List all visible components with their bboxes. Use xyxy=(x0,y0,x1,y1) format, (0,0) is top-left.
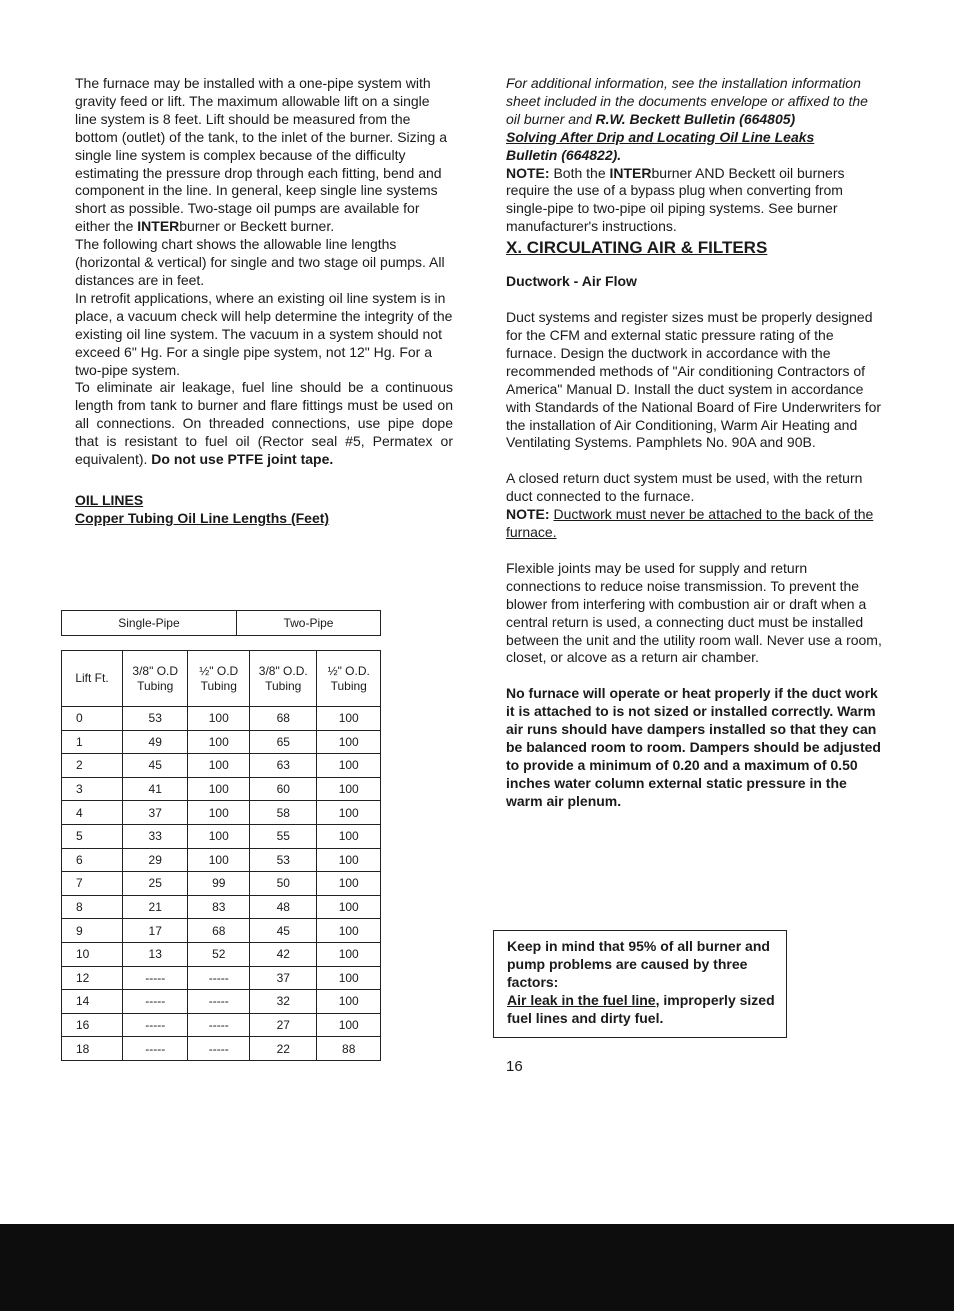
length-cell: 13 xyxy=(123,942,188,966)
length-cell: 100 xyxy=(317,872,381,896)
chart-intro-paragraph: The following chart shows the allowable line lengths (horizontal & vertical) for single and two stage oil pumps. All distances are in feet. xyxy=(75,236,445,288)
length-cell: 55 xyxy=(250,824,317,848)
table-row xyxy=(62,801,381,825)
length-cell: 100 xyxy=(317,895,381,919)
length-cell: 100 xyxy=(317,824,381,848)
length-cell: 50 xyxy=(250,872,317,896)
length-cell: 41 xyxy=(123,777,188,801)
table-row xyxy=(62,824,381,848)
oil-line-length-table xyxy=(61,650,381,1061)
table-row xyxy=(62,1037,381,1061)
burner-problems-callout: Keep in mind that 95% of all burner and pump problems are caused by three factors: Air leak in the fuel line, improperly sized fuel lines and dirty fuel. xyxy=(493,930,787,1038)
length-cell: 60 xyxy=(250,777,317,801)
lift-cell: 16 xyxy=(62,1013,123,1037)
two-12-header: ½" O.D. Tubing xyxy=(317,651,381,707)
length-cell: 100 xyxy=(317,990,381,1014)
length-cell: 45 xyxy=(250,919,317,943)
lift-cell: 3 xyxy=(62,777,123,801)
table-row xyxy=(62,754,381,778)
length-cell: 68 xyxy=(250,707,317,731)
length-cell: 58 xyxy=(250,801,317,825)
length-cell: 48 xyxy=(250,895,317,919)
length-cell: 45 xyxy=(123,754,188,778)
air-leak-text: Air leak in the fuel line xyxy=(507,992,656,1008)
single-38-header: 3/8" O.D Tubing xyxy=(123,651,188,707)
length-cell: 100 xyxy=(317,942,381,966)
length-cell: 100 xyxy=(188,754,250,778)
oil-line-table-title: Copper Tubing Oil Line Lengths (Feet) xyxy=(75,509,330,526)
length-cell: 53 xyxy=(123,707,188,731)
table-row xyxy=(62,730,381,754)
length-cell: 100 xyxy=(188,824,250,848)
oil-line-table-body xyxy=(62,707,381,1061)
one-pipe-paragraph: The furnace may be installed with a one-pipe system with gravity feed or lift. The maximum allowable lift on a single line system is 8 feet. Lift should be measured from the bottom (outlet) of the tank, to the inlet of the burner. Sizing a single line system is complex because of the difficulty estimating the pressure drop through each fitting, bend and component in the line. In general, keep single line systems short as possible. Two-stage oil pumps are available for either the INTERburner or Beckett burner. xyxy=(75,75,447,235)
ductwork-note: NOTE: Ductwork must never be attached to the back of the furnace. xyxy=(506,506,874,541)
length-cell: 32 xyxy=(250,990,317,1014)
page-number: 16 xyxy=(506,1058,523,1075)
length-cell: 52 xyxy=(188,942,250,966)
length-cell: 100 xyxy=(317,754,381,778)
additional-info-paragraph: For additional information, see the installation information sheet included in the documents envelope or affixed to the oil burner and R.W. Beckett Bulletin (664805) Solving After Drip and Locating Oil Line Leaks Bulletin (664822). xyxy=(506,75,868,163)
single-pipe-group: Single-Pipe xyxy=(62,611,237,636)
length-cell: 83 xyxy=(188,895,250,919)
duct-design-paragraph: Duct systems and register sizes must be properly designed for the CFM and external static pressure rating of the furnace. Design the ductwork in accordance with the recommended methods of "Air conditioning Contractors of America" Manual D. Install the duct system in accordance with Standards of the National Board of Fire Underwriters for the installation of Air Conditioning, Warm Air Heating and Ventilating Systems. Pamphlets No. 90A and 90B. xyxy=(506,309,882,451)
damper-warning-paragraph: No furnace will operate or heat properly if the duct work it is attached to is not sized or installed correctly. Warm air runs should have dampers installed so that they can be balanced room to room. Dampers should be adjusted to provide a minimum of 0.20 and a maximum of 0.50 inches water column external static pressure in the warm air plenum. xyxy=(506,685,881,809)
lift-cell: 5 xyxy=(62,824,123,848)
length-cell: 100 xyxy=(188,730,250,754)
table-row xyxy=(62,942,381,966)
table-row xyxy=(62,895,381,919)
table-row xyxy=(62,872,381,896)
single-12-header: ½" O.D Tubing xyxy=(188,651,250,707)
length-cell: 53 xyxy=(250,848,317,872)
length-cell: 100 xyxy=(317,777,381,801)
lift-cell: 0 xyxy=(62,707,123,731)
flexible-joints-paragraph: Flexible joints may be used for supply and return connections to reduce noise transmission. To prevent the blower from interfering with combustion air or draft when a central return is used, a connecting duct must be installed between the unit and the utility room wall. Never use a room, closet, or alcove as a return air chamber. xyxy=(506,559,882,666)
length-cell: 27 xyxy=(250,1013,317,1037)
lift-cell: 6 xyxy=(62,848,123,872)
length-cell: 17 xyxy=(123,919,188,943)
length-cell: 100 xyxy=(188,848,250,872)
length-cell: 22 xyxy=(250,1037,317,1061)
oil-lines-heading: OIL LINES xyxy=(75,491,144,508)
two-pipe-group: Two-Pipe xyxy=(236,611,380,636)
lift-cell: 2 xyxy=(62,754,123,778)
length-cell: ----- xyxy=(123,1037,188,1061)
length-cell: 100 xyxy=(317,919,381,943)
length-cell: 25 xyxy=(123,872,188,896)
length-cell: 100 xyxy=(317,730,381,754)
table-row xyxy=(62,1013,381,1037)
length-cell: 33 xyxy=(123,824,188,848)
lift-cell: 8 xyxy=(62,895,123,919)
closed-return-paragraph: A closed return duct system must be used, with the return duct connected to the furnace. xyxy=(506,470,863,505)
lift-cell: 12 xyxy=(62,966,123,990)
length-cell: ----- xyxy=(123,1013,188,1037)
length-cell: 100 xyxy=(188,777,250,801)
length-cell: 49 xyxy=(123,730,188,754)
two-38-header: 3/8" O.D. Tubing xyxy=(250,651,317,707)
lift-cell: 7 xyxy=(62,872,123,896)
length-cell: 37 xyxy=(123,801,188,825)
length-cell: 100 xyxy=(317,1013,381,1037)
length-cell: 29 xyxy=(123,848,188,872)
table-row xyxy=(62,990,381,1014)
length-cell: ----- xyxy=(188,990,250,1014)
length-cell: 100 xyxy=(317,801,381,825)
length-cell: 63 xyxy=(250,754,317,778)
length-cell: 99 xyxy=(188,872,250,896)
table-row xyxy=(62,966,381,990)
after-drip-bulletin-link[interactable]: Solving After Drip and Locating Oil Line Leaks xyxy=(506,128,815,145)
length-cell: ----- xyxy=(123,966,188,990)
length-cell: ----- xyxy=(188,1037,250,1061)
retrofit-paragraph: In retrofit applications, where an existing oil line system is in place, a vacuum check will help determine the integrity of the existing oil line system. The vacuum in a system should not exceed 6" Hg. For a single pipe system, not 12" Hg. For a two-pipe system. xyxy=(75,289,453,378)
length-cell: 88 xyxy=(317,1037,381,1061)
length-cell: 21 xyxy=(123,895,188,919)
length-cell: 100 xyxy=(188,707,250,731)
length-cell: 68 xyxy=(188,919,250,943)
air-leakage-paragraph: To eliminate air leakage, fuel line should be a continuous length from tank to burner and flare fittings must be used on all connections. On threaded connections, use pipe dope that is resistant to fuel oil (Rector seal #5, Permatex or equivalent). Do not use PTFE joint tape. xyxy=(75,379,453,468)
length-cell: 100 xyxy=(188,801,250,825)
length-cell: 100 xyxy=(317,707,381,731)
length-cell: 37 xyxy=(250,966,317,990)
length-cell: 65 xyxy=(250,730,317,754)
table-row xyxy=(62,919,381,943)
bypass-plug-note: NOTE: Both the INTERburner AND Beckett oil burners require the use of a bypass plug when converting from single-pipe to two-pipe oil piping systems. See burner manufacturer's instructions. xyxy=(506,164,845,235)
length-cell: ----- xyxy=(188,966,250,990)
table-row xyxy=(62,848,381,872)
oil-line-group-header xyxy=(61,610,381,636)
length-cell: ----- xyxy=(188,1013,250,1037)
lift-cell: 9 xyxy=(62,919,123,943)
lift-cell: 14 xyxy=(62,990,123,1014)
lift-header: Lift Ft. xyxy=(62,651,123,707)
ductwork-heading: Ductwork - Air Flow xyxy=(506,273,637,290)
length-cell: 100 xyxy=(317,966,381,990)
left-column xyxy=(75,75,453,527)
table-row xyxy=(62,777,381,801)
lift-cell: 1 xyxy=(62,730,123,754)
length-cell: ----- xyxy=(123,990,188,1014)
table-row xyxy=(62,707,381,731)
section-heading: X. CIRCULATING AIR & FILTERS xyxy=(506,238,768,258)
lift-cell: 4 xyxy=(62,801,123,825)
scan-dark-band xyxy=(0,1224,954,1311)
lift-cell: 18 xyxy=(62,1037,123,1061)
length-cell: 100 xyxy=(317,848,381,872)
right-column xyxy=(506,75,884,811)
lift-cell: 10 xyxy=(62,942,123,966)
length-cell: 42 xyxy=(250,942,317,966)
